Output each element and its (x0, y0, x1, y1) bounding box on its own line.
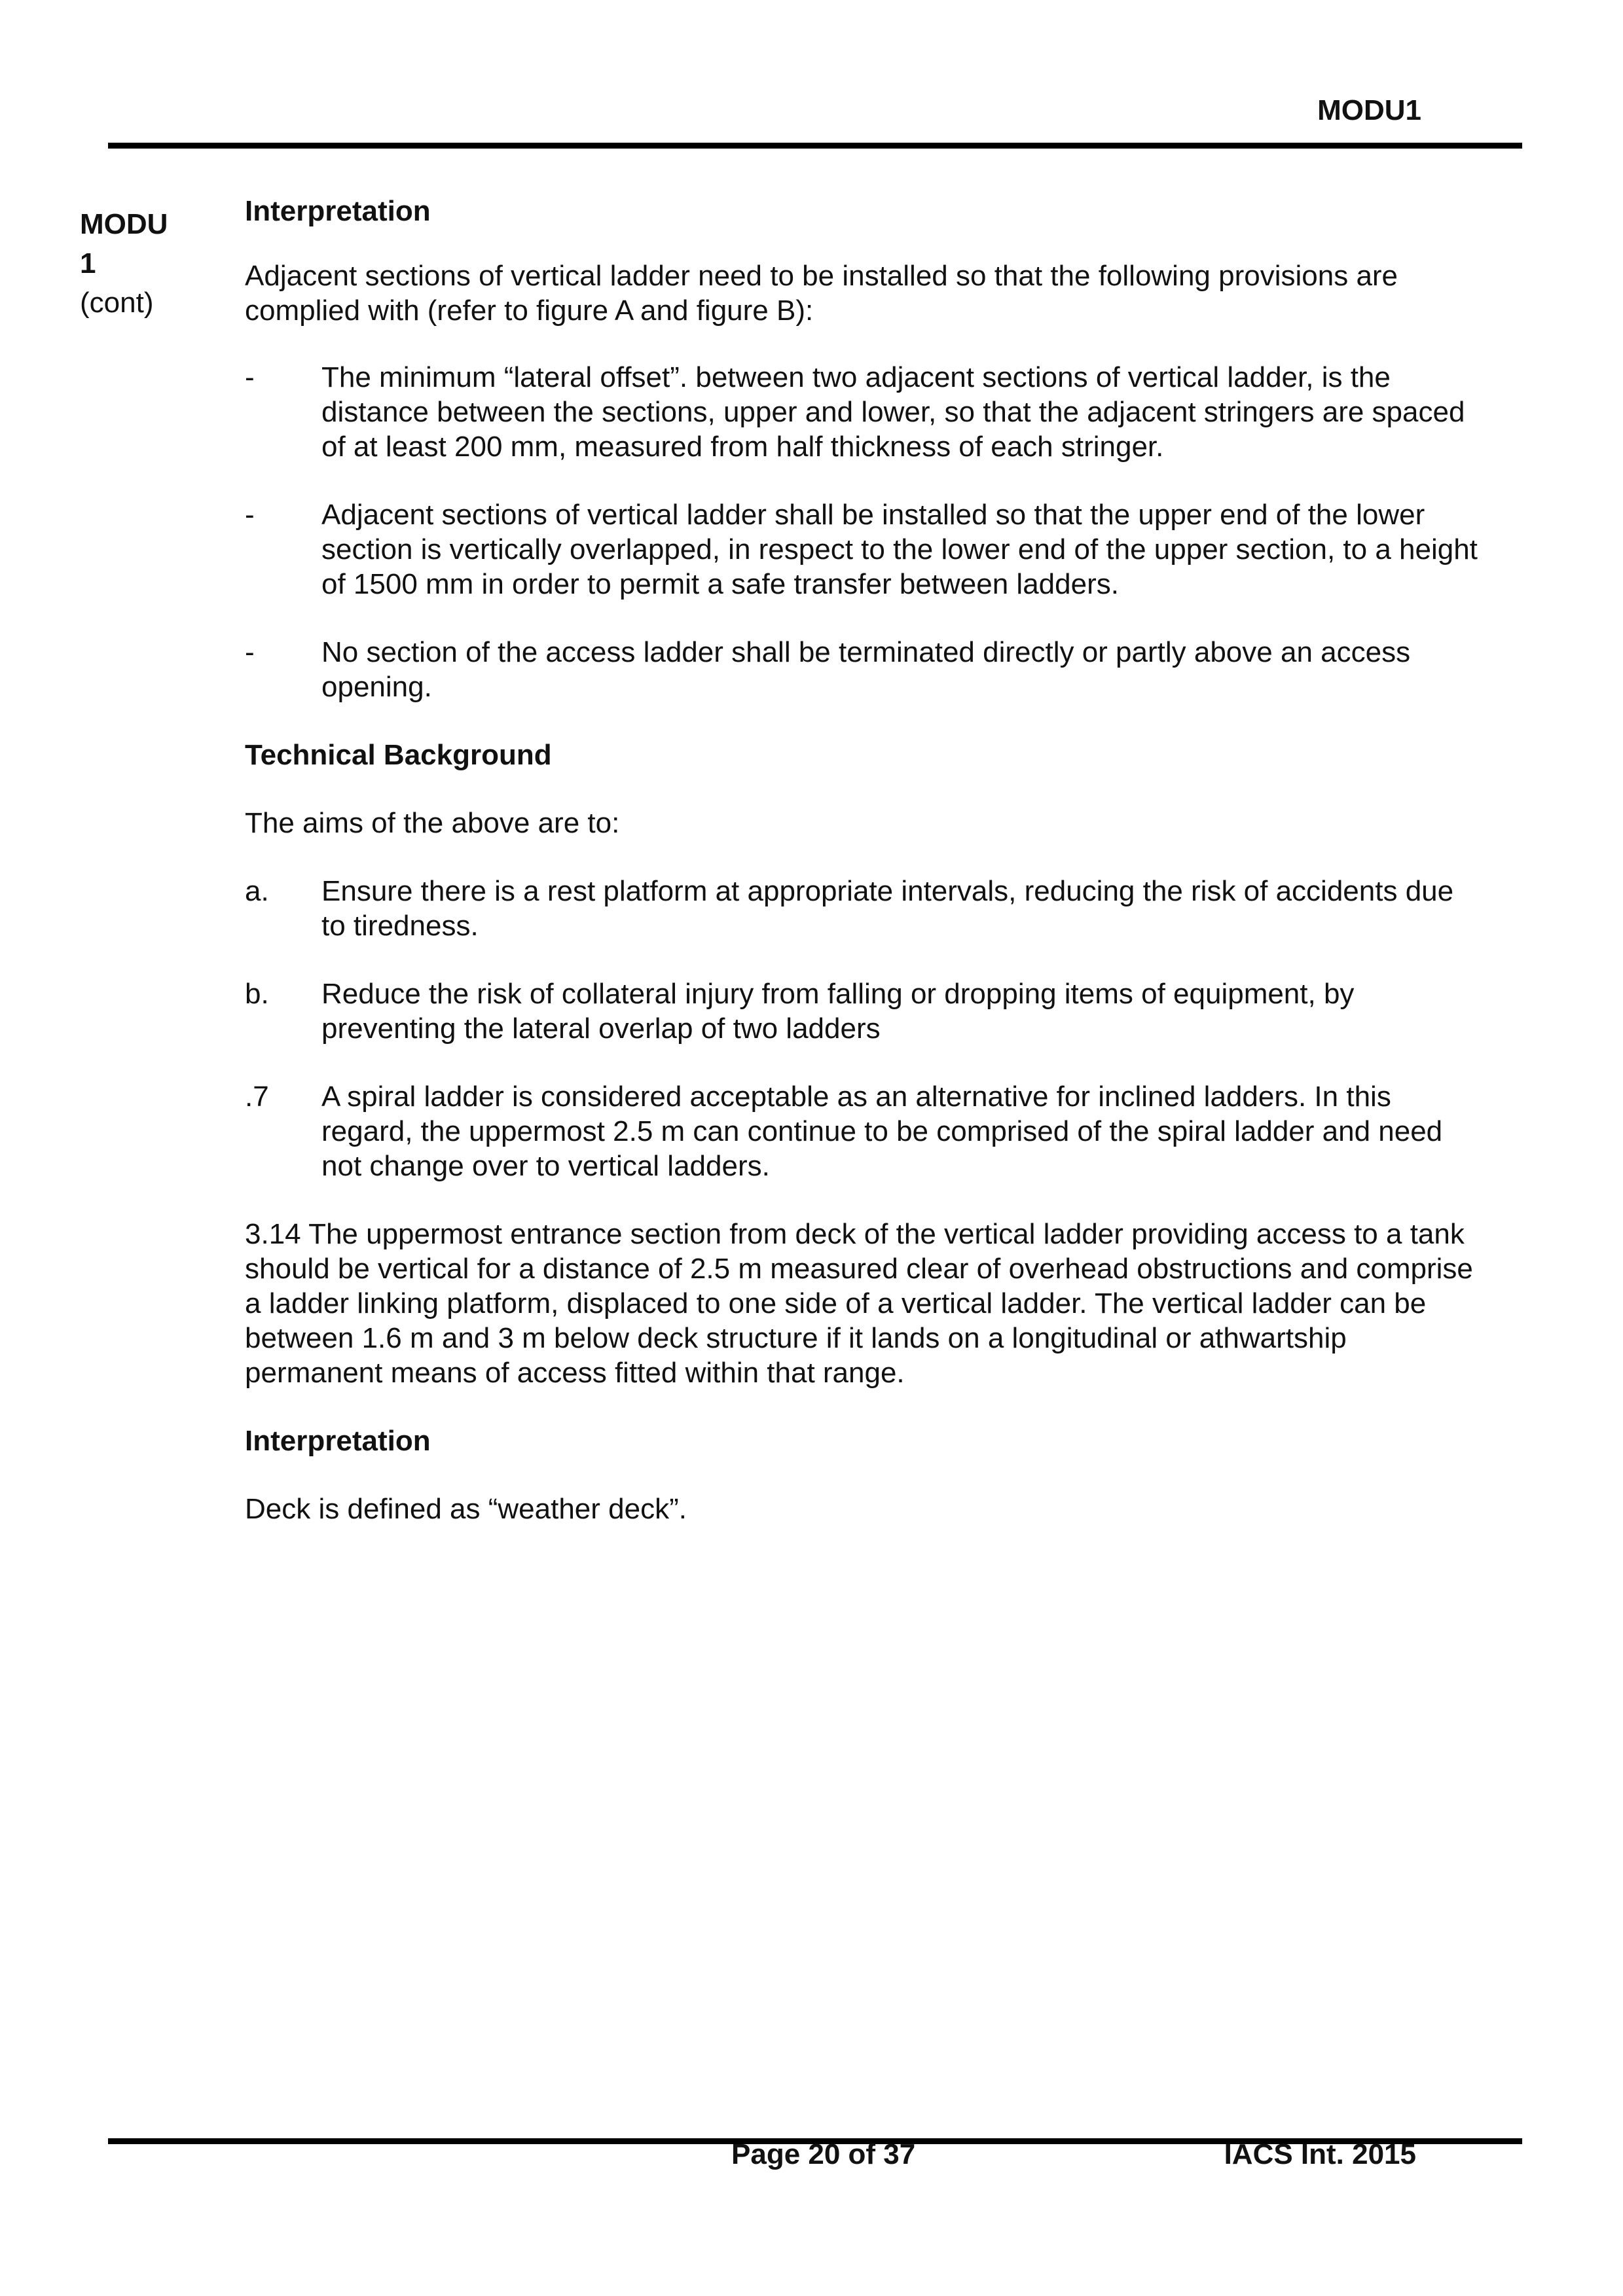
list-item (245, 635, 1482, 704)
page-number: Page 20 of 37 (731, 2138, 916, 2170)
list-marker: - (245, 361, 255, 393)
list-text: A spiral ladder is considered acceptable as an alternative for inclined ladders. In this regard, the uppermost 2.5 m can continue to be comprised of the spiral ladder and need not change over to vertical ladders. (321, 1081, 1443, 1182)
paragraph-3-14: 3.14 The uppermost entrance section from deck of the vertical ladder providing access to a tank should be vertical for a distance of 2.5 m measured clear of overhead obstructions and comprise a ladder linking platform, displaced to one side of a vertical ladder. The vertical ladder can be between 1.6 m and 3 m below deck structure if it lands on a longitudinal or athwartship permanent means of access fitted within that range. (245, 1218, 1473, 1389)
margin-note (80, 205, 198, 323)
document-reference: IACS Int. 2015 (1224, 2138, 1416, 2170)
list-marker: a. (245, 875, 269, 907)
list-item (245, 1079, 1482, 1183)
section-heading-interpretation-2: Interpretation (245, 1425, 431, 1457)
margin-note-number: 1 (80, 247, 96, 279)
list-text: The minimum “lateral offset”. between two adjacent sections of vertical ladder, is the distance between the sections, upper and lower, so that the adjacent stringers are spaced of at least 200 mm, measured from half thickness of each stringer. (321, 361, 1465, 463)
paragraph-deck-definition: Deck is defined as “weather deck”. (245, 1493, 687, 1525)
list-text: Reduce the risk of collateral injury from falling or dropping items of equipment, by preventing the lateral overlap of two ladders (321, 978, 1355, 1045)
document-code: MODU1 (1317, 94, 1421, 126)
margin-note-title: MODU (80, 208, 168, 240)
header-rule (108, 143, 1522, 149)
list-text: Adjacent sections of vertical ladder shall be installed so that the upper end of the lower section is vertically overlapped, in respect to the lower end of the upper section, to a height of 1500 mm in order to permit a safe transfer between ladders. (321, 499, 1478, 600)
section-heading-technical-background: Technical Background (245, 739, 552, 771)
list-item (245, 360, 1482, 464)
list-marker: - (245, 499, 255, 531)
section-heading-interpretation: Interpretation (245, 195, 431, 227)
list-marker: .7 (245, 1081, 269, 1113)
list-item (245, 874, 1482, 943)
list-marker: b. (245, 978, 269, 1010)
list-text: No section of the access ladder shall be terminated directly or partly above an access opening. (321, 636, 1411, 703)
list-item (245, 497, 1482, 601)
list-item (245, 977, 1482, 1046)
paragraph-intro: Adjacent sections of vertical ladder need to be installed so that the following provisions are complied with (refer to figure A and figure B): (245, 260, 1398, 327)
paragraph-aims: The aims of the above are to: (245, 807, 620, 839)
margin-note-cont: (cont) (80, 287, 154, 319)
list-marker: - (245, 636, 255, 668)
list-text: Ensure there is a rest platform at appropriate intervals, reducing the risk of accidents due to tiredness. (321, 875, 1454, 942)
document-body (245, 194, 1482, 1526)
